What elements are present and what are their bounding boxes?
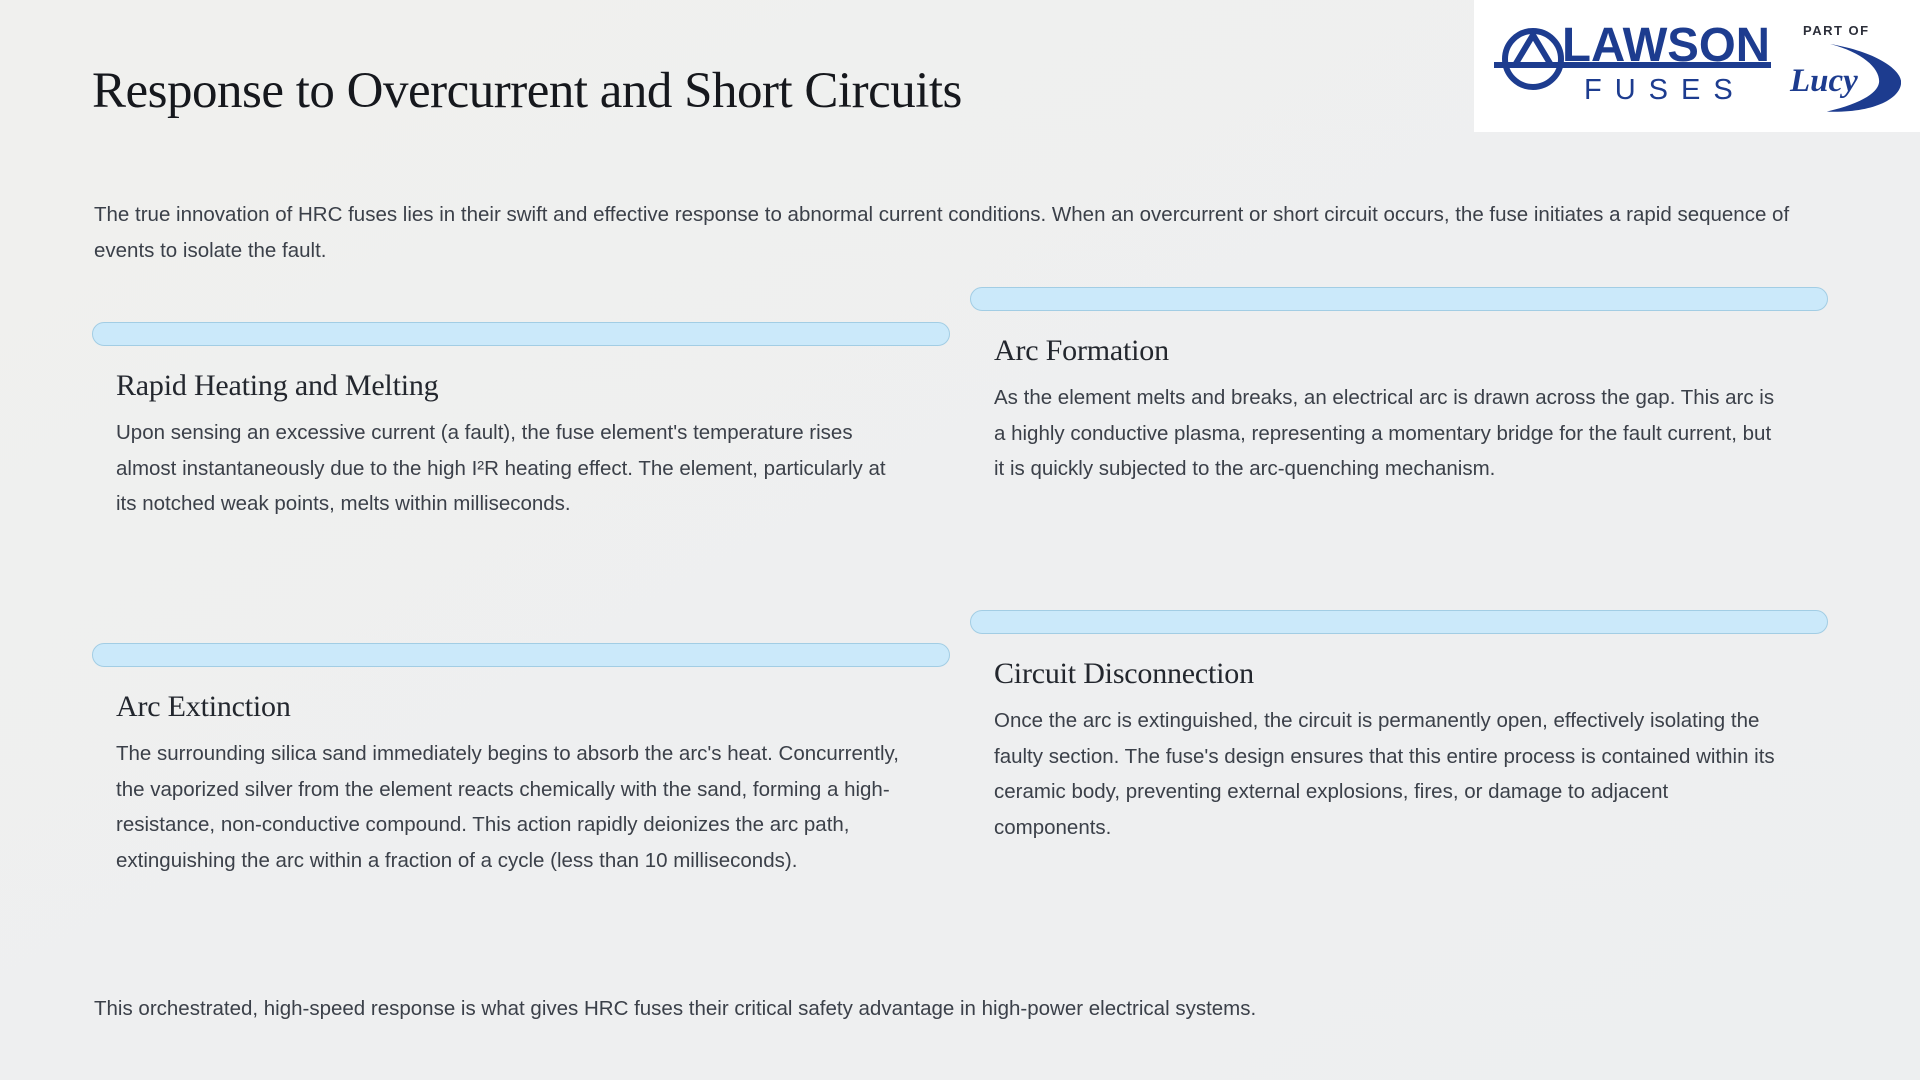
closing-statement: This orchestrated, high-speed response is what gives HRC fuses their critical safety advantage in high-power electrical systems. [94,996,1257,1020]
card-body: The surrounding silica sand immediately begins to absorb the arc's heat. Concurrently, the vaporized silver from the element reacts chemically with the sand, forming a high-resistance, non-conductive compound. This action rapidly deionizes the arc path, extinguishing the arc within a fraction of a cycle (less than 10 milliseconds). [116,742,899,872]
card-body: Upon sensing an excessive current (a fault), the fuse element's temperature rises almost instantaneously due to the high I²R heating effect. The element, particularly at its notched weak points, melts within milliseconds. [116,421,886,515]
card-circuit-disconnection [970,610,1828,845]
card-accent-bar [970,287,1828,311]
fuses-wordmark: FUSES [1583,73,1746,106]
card-body: As the element melts and breaks, an electrical arc is drawn across the gap. This arc is a highly conductive plasma, representing a momentary bridge for the fault current, but it is quickly subjected to the arc-quenching mechanism. [994,386,1775,480]
intro-paragraph: The true innovation of HRC fuses lies in their swift and effective response to abnormal current conditions. When an overcurrent or short circuit occurs, the fuse initiates a rapid sequence of events to isolate the fault. [94,202,1790,262]
card-title: Arc Formation [994,334,1169,367]
card-title: Rapid Heating and Melting [116,369,439,402]
card-rapid-heating-and-melting [92,322,950,522]
card-accent-bar [970,610,1828,634]
card-arc-extinction [92,643,950,878]
card-title: Arc Extinction [116,690,291,723]
card-arc-formation [970,287,1828,487]
card-accent-bar [92,322,950,346]
lucy-wordmark: Lucy [1789,62,1858,99]
lawson-fuses-logo [1494,18,1901,115]
page-title: Response to Overcurrent and Short Circuits [92,63,962,119]
brand-logo-box [1474,0,1920,132]
card-accent-bar [92,643,950,667]
lawson-wordmark: LAWSON [1561,18,1770,72]
card-body: Once the arc is extinguished, the circuit is permanently open, effectively isolating the faulty section. The fuse's design ensures that this entire process is contained within its ceramic body, preventing external explosions, fires, or damage to adjacent components. [994,709,1775,839]
lawson-peak-icon [1515,35,1551,65]
part-of-label: PART OF [1802,22,1870,38]
card-title: Circuit Disconnection [994,657,1254,690]
